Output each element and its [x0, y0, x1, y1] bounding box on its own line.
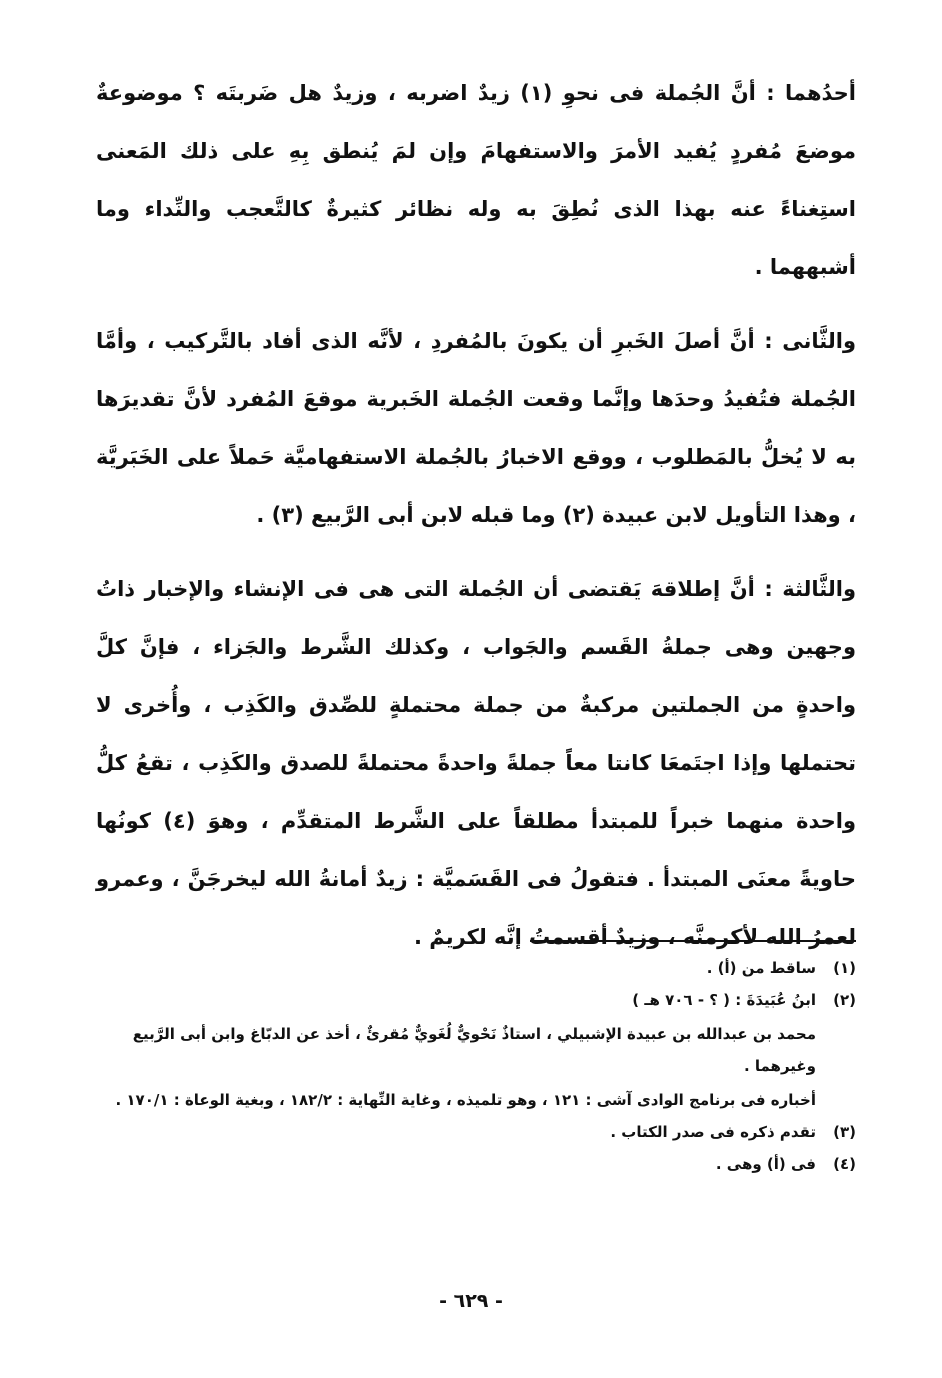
- footnotes: [96, 952, 856, 1180]
- footnote-number: (٣): [833, 1123, 856, 1141]
- paragraph-third: والثَّالثة : أنَّ إطلاقهَ يَقتضى أن الجُملة التى هى فى الإنشاء والإخبار ذاتُ وجهين وهى جملةُ القَسم والجَواب ، وكذلك الشَّرط والجَزاء ، فإنَّ كلَّ واحدةٍ من الجملتين مركبةٌ من جملة محتملةٍ للصِّدق والكَذِب ، وأُخرى لا تحتملها وإذا اجتَمعَا كانتا معاً جملةً واحدةً محتملةً للصدق والكَذِب ، تقعُ كلُّ واحدة منهما خبراً للمبتدأ مطلقاً على الشَّرط المتقدِّم ، وهوَ (٤) كونُها حاويةً معنَى المبتدأ . فتقولُ فى القَسَميَّة : زيدٌ أمانةُ الله ليخرجَنَّ ، وعمرو لعمرُ الله لأكرمنَّه ، وزيدٌ أقسمتُ إنَّه لكريمٌ .: [96, 577, 856, 949]
- footnote-number: (١): [833, 959, 856, 977]
- footnote-3: [96, 1116, 856, 1148]
- footnote-separator: [530, 940, 856, 942]
- footnote-text: فى (أ) وهى .: [715, 1155, 816, 1173]
- footnote-text: تقدم ذكره فى صدر الكتاب .: [610, 1123, 816, 1141]
- footnote-4: [96, 1148, 856, 1180]
- footnote-text: ابنُ عُبَيدَةَ : ( ؟ - ٧٠٦ هـ ): [632, 991, 816, 1009]
- footnote-1: [96, 952, 856, 984]
- paragraph-first: أحدُهما : أنَّ الجُملة فى نحوِ (١) زيدٌ اضربه ، وزيدٌ هل ضَربتَه ؟ موضوعةٌ موضعَ مُفردٍ يُفيد الأمرَ والاستفهامَ وإن لمَ يُنطق بِهِ على ذلك المَعنى استِغناءً عنه بهذا الذى نُطِقَ به وله نظائر كثيرةٌ كالتَّعجب والنِّداء وما أشبههما .: [96, 81, 856, 279]
- paragraph-second: والثَّانى : أنَّ أصلَ الخَبرِ أن يكونَ بالمُفردِ ، لأنَّه الذى أفاد بالتَّركيب ، وأمَّا الجُملة فتُفيدُ وحدَها وإنَّما وقعت الجُملة الخَبرية موقعَ المُفرد لأنَّ تقديرَها به لا يُخلُّ بالمَطلوب ، ووقع الاخبارُ بالجُملة الاستفهاميَّة حَملاً على الخَبَريَّة ، وهذا التأويل لابن عبيدة (٢) وما قبله لابن أبى الرَّبيع (٣) .: [96, 329, 856, 527]
- footnote-number: (٤): [833, 1155, 856, 1173]
- footnote-text: ساقط من (أ) .: [706, 959, 816, 977]
- footnote-number: (٢): [833, 991, 856, 1009]
- main-text: [96, 64, 856, 966]
- footnote-2: [96, 984, 856, 1016]
- page-number: - ٦٢٩ -: [439, 1290, 503, 1312]
- footnote-2-biography: محمد بن عبدالله بن عبيدة الإشبيلي ، استاذٌ نَحْويٌّ لُغَويٌّ مُقرئٌ ، أخذ عن الدبّاغ وابن أبى الرَّبيع وغيرهما .: [132, 1025, 816, 1075]
- footnote-2-sources: أخباره فى برنامج الوادى آشى : ١٢١ ، وهو تلميذه ، وغاية النِّهاية : ١٨٢/٢ ، وبغية الوعاة : ١٧٠/١ .: [115, 1091, 816, 1109]
